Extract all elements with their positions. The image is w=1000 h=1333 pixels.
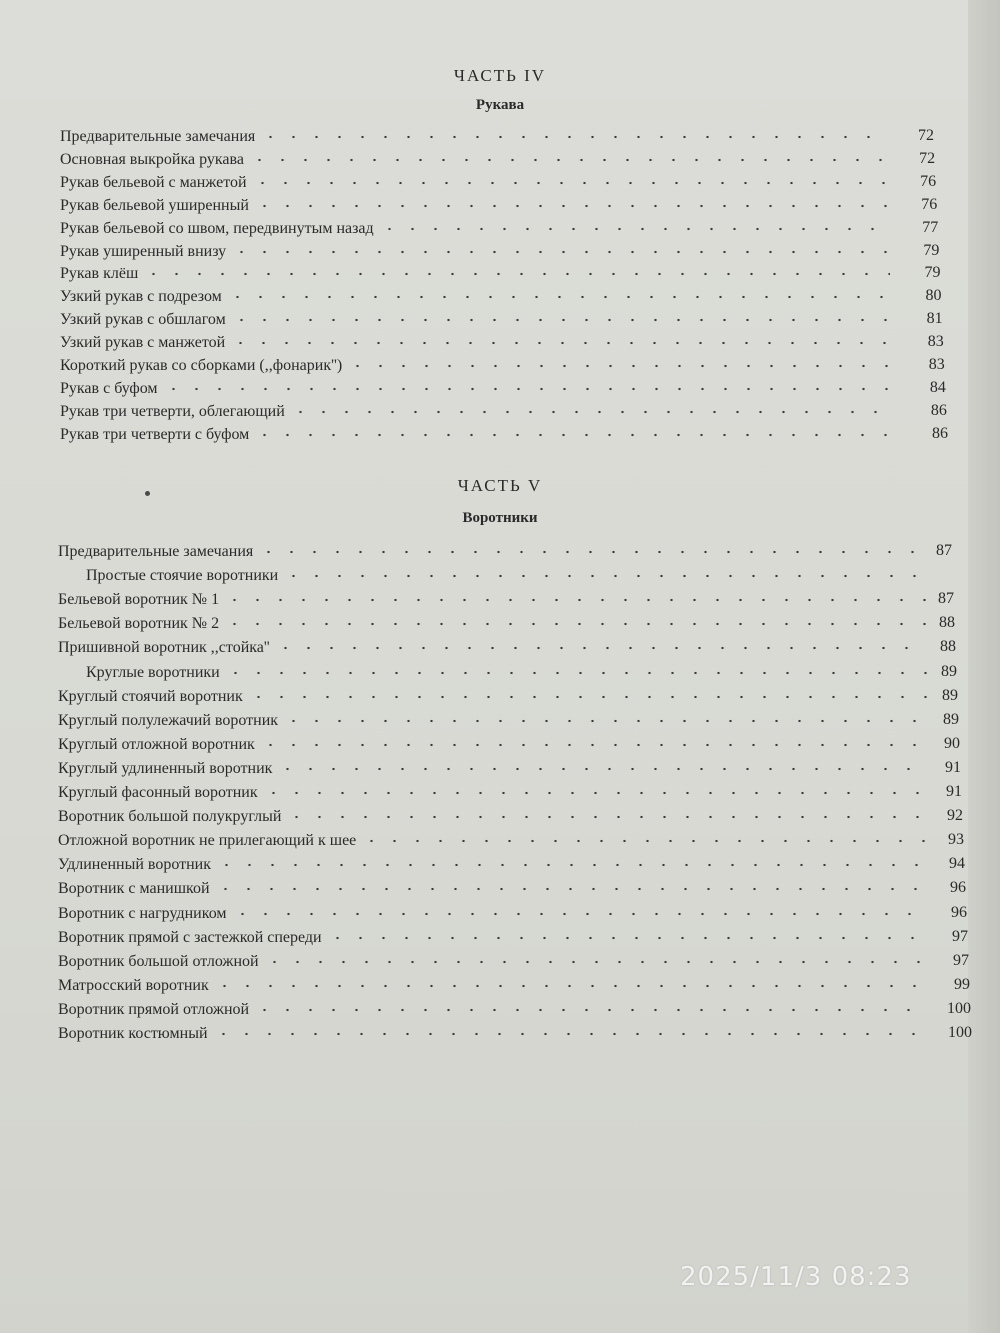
toc-page-number: 99	[954, 975, 970, 993]
toc-page-number: 80	[925, 287, 942, 305]
toc-entry-title: Рукав три четверти с буфом	[60, 425, 250, 443]
toc-entry	[58, 974, 928, 996]
toc-entry-title: Воротник с нагрудником	[58, 904, 227, 922]
toc-entry	[58, 877, 928, 899]
toc-page-number: 72	[918, 127, 934, 144]
toc-entry	[58, 853, 928, 875]
toc-page-number: 97	[953, 951, 969, 969]
toc-page-number: 89	[943, 710, 959, 728]
toc-page-number: 79	[923, 241, 940, 259]
dot-leader	[229, 338, 890, 348]
toc-page-number: 91	[945, 758, 961, 776]
toc-entry	[58, 781, 928, 803]
dot-leader	[226, 292, 890, 302]
toc-page-number: 90	[944, 734, 960, 752]
toc-entry-title: Рукав бельевой уширенный	[60, 196, 249, 214]
toc-entry-title: Круглый фасонный воротник	[58, 784, 258, 801]
toc-entry	[60, 125, 890, 147]
toc-entry	[58, 540, 928, 562]
toc-entry	[58, 685, 928, 707]
toc-entry	[60, 308, 890, 330]
toc-entry	[86, 564, 928, 586]
part4-title: Рукава	[475, 97, 525, 113]
toc-entry	[58, 950, 928, 972]
dot-leader	[274, 643, 928, 653]
toc-entry-title: Удлиненный воротник	[58, 856, 211, 874]
toc-page-number: 91	[946, 783, 962, 800]
dot-leader	[223, 595, 928, 605]
toc-entry-title: Предварительные замечания	[60, 128, 256, 145]
dot-leader	[247, 692, 928, 702]
toc-page-number: 87	[938, 590, 954, 608]
dot-leader	[253, 201, 890, 211]
toc-entry	[86, 661, 928, 683]
toc-page-number: 86	[932, 424, 948, 442]
toc-entry	[60, 331, 890, 353]
toc-entry	[60, 400, 890, 422]
part5-heading: ЧАСТЬ V	[457, 476, 543, 495]
toc-entry-title: Воротник с манишкой	[58, 880, 210, 898]
dot-leader	[224, 668, 928, 678]
dot-leader	[212, 1029, 928, 1039]
toc-entry-title: Узкий рукав с манжетой	[60, 334, 226, 352]
toc-page-number: 96	[951, 903, 967, 921]
toc-entry-title: Круглый полулежачий воротник	[58, 711, 279, 729]
dot-leader	[251, 178, 890, 188]
toc-entry	[60, 194, 890, 216]
dot-leader	[326, 933, 928, 943]
toc-entry	[60, 240, 890, 262]
toc-page-number: 87	[936, 542, 952, 559]
toc-page-number: 76	[921, 195, 938, 213]
toc-entry-title: Узкий рукав с подрезом	[60, 288, 222, 306]
dot-leader	[257, 547, 928, 557]
dot-leader	[223, 619, 928, 629]
toc-entry	[60, 171, 890, 193]
toc-entry-title: Круглые воротники	[86, 663, 220, 681]
toc-entry	[58, 829, 928, 851]
toc-entry-title: Бельевой воротник № 2	[58, 615, 220, 633]
dot-leader	[276, 764, 928, 774]
dot-leader	[259, 740, 928, 750]
dot-leader	[248, 155, 890, 165]
toc-page-number: 84	[929, 378, 946, 396]
dot-leader	[346, 361, 890, 371]
toc-page-number: 88	[940, 638, 956, 656]
dot-leader	[231, 909, 928, 919]
toc-entry	[58, 998, 928, 1020]
toc-page-number: 92	[947, 807, 963, 825]
toc-entry-title: Бельевой воротник № 1	[58, 591, 220, 609]
toc-page-number: 96	[950, 879, 966, 897]
toc-entry-title: Рукав уширенный внизу	[60, 242, 227, 260]
part5-title: Воротники	[462, 510, 538, 526]
toc-entry-title: Рукав три четверти, облегающий	[60, 402, 285, 420]
toc-page-number: 77	[922, 218, 939, 236]
dot-leader	[253, 430, 890, 440]
dot-leader	[259, 132, 890, 142]
toc-entry	[58, 926, 928, 948]
dot-leader	[289, 407, 890, 417]
toc-entry	[58, 902, 928, 924]
toc-entry	[58, 733, 928, 755]
toc-page-number: 97	[952, 927, 968, 945]
toc-page-number: 86	[930, 401, 947, 419]
toc-entry	[60, 148, 890, 170]
toc-entry-title: Предварительные замечания	[58, 543, 254, 560]
toc-entry-title: Основная выкройка рукава	[60, 150, 244, 168]
toc-entry	[58, 757, 928, 779]
toc-entry	[58, 805, 928, 827]
toc-page-number: 88	[939, 614, 955, 632]
dot-leader	[262, 788, 928, 798]
toc-page-number: 100	[948, 1024, 972, 1041]
photo-timestamp: 2025/11/3 08:23	[680, 1262, 912, 1292]
toc-entry-title: Рукав клёш	[60, 265, 139, 283]
dot-leader	[282, 716, 928, 726]
dot-leader	[263, 957, 928, 967]
toc-entry-title: Рукав бельевой с манжетой	[60, 173, 247, 191]
toc-entry-title: Рукав с буфом	[60, 379, 158, 397]
toc-entry-title: Круглый стоячий воротник	[58, 687, 243, 705]
toc-entry	[60, 262, 890, 284]
toc-entry	[58, 588, 928, 610]
toc-entry	[60, 423, 890, 445]
toc-page-number: 89	[942, 686, 958, 704]
toc-entry-title: Простые стоячие воротники	[86, 567, 279, 585]
dot-leader	[360, 836, 928, 846]
toc-entry	[58, 612, 928, 634]
dot-leader	[215, 860, 928, 870]
toc-page-number: 83	[927, 333, 944, 351]
toc-entry	[58, 1022, 928, 1044]
dot-leader	[230, 247, 890, 257]
dot-leader	[253, 1005, 928, 1015]
toc-entry	[60, 217, 890, 239]
toc-entry-title: Воротник прямой с застежкой спереди	[58, 928, 322, 946]
dot-leader	[142, 269, 890, 279]
toc-page-number: 94	[949, 855, 965, 873]
toc-entry	[60, 285, 890, 307]
toc-page-number: 100	[947, 999, 971, 1017]
toc-page-number: 83	[928, 356, 945, 373]
toc-page-number: 76	[920, 172, 937, 190]
toc-page-number: 79	[924, 264, 941, 282]
toc-entry-title: Отложной воротник не прилегающий к шее	[58, 832, 357, 850]
toc-entry-title: Круглый отложной воротник	[58, 735, 255, 753]
toc-entry	[60, 354, 890, 376]
toc-entry-title: Воротник костюмный	[58, 1025, 208, 1042]
dot-leader	[285, 812, 928, 822]
dot-leader	[213, 981, 928, 991]
toc-entry-title: Воротник прямой отложной	[58, 1000, 250, 1018]
toc-entry	[60, 377, 890, 399]
toc-entry-title: Рукав бельевой со швом, передвинутым назад	[60, 219, 374, 237]
toc-entry-title: Матросский воротник	[58, 976, 209, 994]
toc-entry-title: Воротник большой полукруглый	[58, 808, 282, 826]
toc-entry-title: Пришивной воротник ,,стойка''	[58, 639, 270, 657]
toc-entry-title: Узкий рукав с обшлагом	[60, 311, 226, 329]
dot-leader	[378, 224, 890, 234]
toc-page-number: 72	[919, 149, 936, 167]
dot-leader	[282, 571, 928, 581]
toc-page-number: 81	[926, 310, 943, 328]
toc-entry-title: Короткий рукав со сборками (,,фонарик'')	[60, 357, 343, 374]
toc-entry-title: Круглый удлиненный воротник	[58, 759, 273, 777]
toc-page-number: 89	[941, 662, 957, 680]
toc-entry	[58, 636, 928, 658]
toc-page-number: 93	[948, 831, 964, 849]
part4-heading: ЧАСТЬ IV	[453, 66, 547, 85]
dot-leader	[230, 315, 890, 325]
dot-leader	[214, 884, 928, 894]
toc-entry	[58, 709, 928, 731]
dot-leader	[162, 384, 890, 394]
toc-entry-title: Воротник большой отложной	[58, 952, 259, 970]
